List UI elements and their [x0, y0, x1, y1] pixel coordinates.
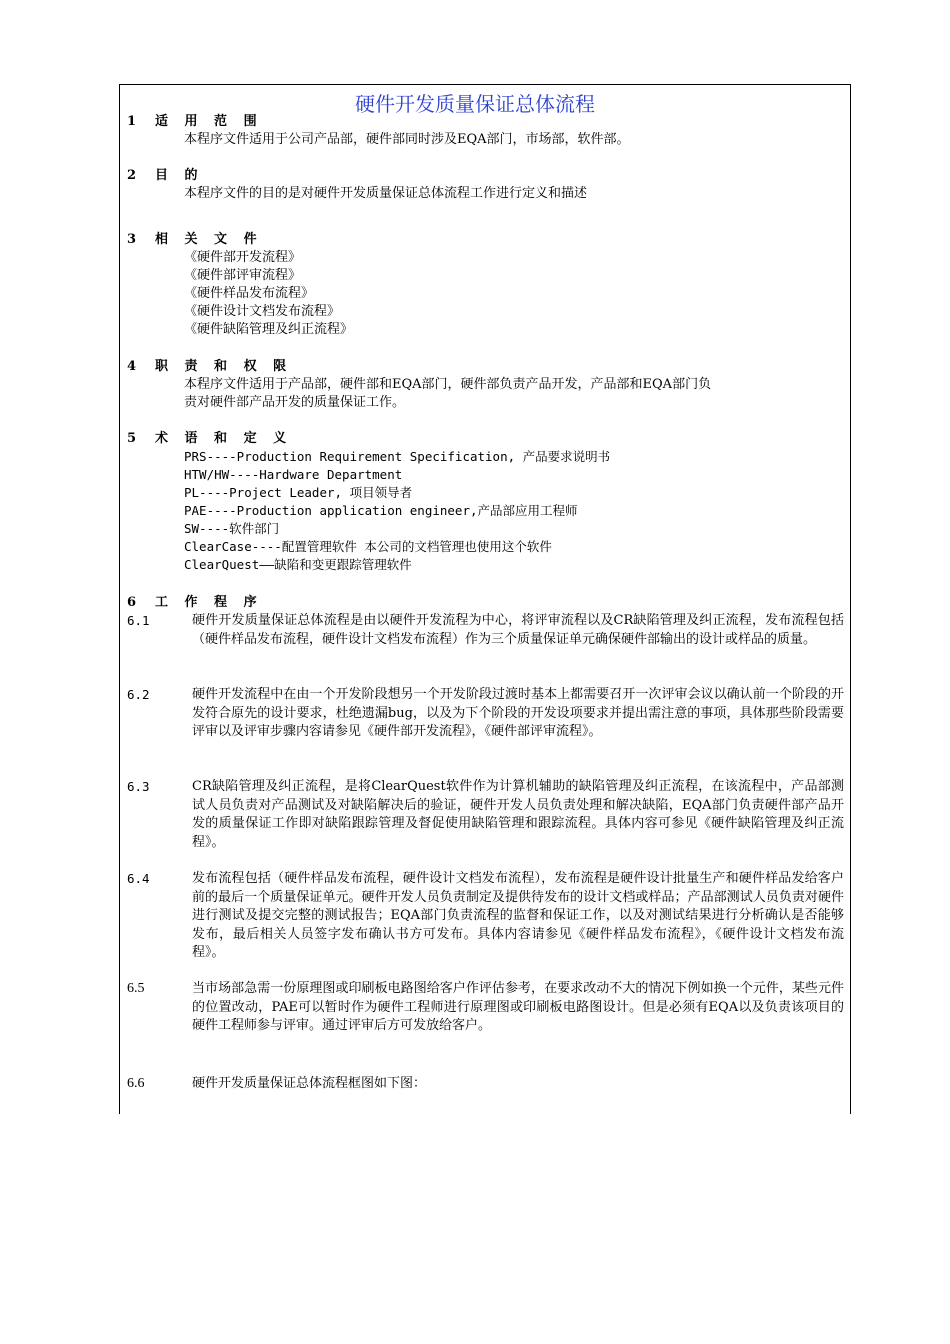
section-1-line: 本程序文件适用于公司产品部，硬件部同时涉及EQA部门，市场部，软件部。: [184, 132, 630, 147]
section-4-line: 本程序文件适用于产品部，硬件部和EQA部门，硬件部负责产品开发，产品部和EQA部门负: [184, 377, 712, 392]
procedure-text: 硬件开发质量保证总体流程框图如下图：: [192, 1076, 427, 1091]
section-4-line: 责对硬件部产品开发的质量保证工作。: [184, 395, 406, 410]
section-1-heading: 适 用 范 围: [155, 114, 263, 129]
section-5-number: 5: [127, 431, 137, 446]
section-6-number: 6: [127, 595, 137, 610]
term-definition: HTW/HW----Hardware Department: [184, 467, 403, 482]
section-3-number: 3: [127, 232, 137, 247]
procedure-number: 6.3: [127, 779, 150, 794]
term-definition: ClearQuest——缺陷和变更跟踪管理软件: [184, 557, 412, 572]
procedure-number: 6.4: [127, 871, 150, 886]
section-2-line: 本程序文件的目的是对硬件开发质量保证总体流程工作进行定义和描述: [184, 186, 588, 201]
procedure-number: 6.1: [127, 613, 150, 628]
procedure-text: 当市场部急需一份原理图或印刷板电路图给客户作评估参考，在要求改动不大的情况下例如换一个元件，某些元件的位置改动，PAE可以暂时作为硬件工程师进行原理图或印刷板电路图设计。但是必须有EQA以及负责该项目的硬件工程师参与评审。通过评审后方可发放给客户。: [192, 981, 844, 1033]
section-6-heading: 工 作 程 序: [155, 595, 263, 610]
term-definition: ClearCase----配置管理软件 本公司的文档管理也使用这个软件: [184, 539, 552, 554]
term-definition: PRS----Production Requirement Specification, 产品要求说明书: [184, 449, 611, 464]
procedure-text: 硬件开发质量保证总体流程是由以硬件开发流程为中心，将评审流程以及CR缺陷管理及纠正流程，发布流程包括（硬件样品发布流程，硬件设计文档发布流程）作为三个质量保证单元确保硬件部输出的设计或样品的质量。: [192, 613, 844, 647]
term-definition: PAE----Production application engineer,产品部应用工程师: [184, 503, 578, 518]
procedure-number: 6.5: [127, 981, 145, 996]
related-doc: 《硬件缺陷管理及纠正流程》: [184, 322, 354, 337]
related-doc: 《硬件部开发流程》: [184, 250, 302, 265]
procedure-number: 6.6: [127, 1076, 145, 1091]
procedure-text: 发布流程包括（硬件样品发布流程，硬件设计文档发布流程），发布流程是硬件设计批量生产和硬件样品发给客户前的最后一个质量保证单元。硬件开发人员负责制定及提供待发布的设计文档或样品；产品部测试人员负责对硬件进行测试及提交完整的测试报告；EQA部门负责流程的监督和保证工作，以及对测试结果进行分析确认是否能够发布，最后相关人员签字发布确认书方可发布。具体内容请参见《硬件样品发布流程》，《硬件设计文档发布流程》。: [192, 871, 844, 960]
section-2-heading: 目 的: [155, 168, 204, 183]
section-4-number: 4: [127, 359, 137, 374]
section-3-heading: 相 关 文 件: [155, 232, 263, 247]
section-5-heading: 术 语 和 定 义: [155, 431, 293, 446]
section-2-number: 2: [127, 168, 137, 183]
related-doc: 《硬件部评审流程》: [184, 268, 302, 283]
document-title: 硬件开发质量保证总体流程: [355, 92, 595, 116]
term-definition: PL----Project Leader, 项目领导者: [184, 485, 413, 500]
procedure-text: CR缺陷管理及纠正流程，是将ClearQuest软件作为计算机辅助的缺陷管理及纠正流程，在该流程中，产品部测试人员负责对产品测试及对缺陷解决后的验证，硬件开发人员负责处理和解决缺陷，EQA部门负责硬件部产品开发的质量保证工作即对缺陷跟踪管理及督促使用缺陷管理和跟踪流程。具体内容可参见《硬件缺陷管理及纠正流程》。: [192, 779, 844, 850]
procedure-number: 6.2: [127, 687, 150, 702]
related-doc: 《硬件样品发布流程》: [184, 286, 315, 301]
term-definition: SW----软件部门: [184, 521, 280, 536]
section-4-heading: 职 责 和 权 限: [155, 359, 293, 374]
section-1-number: 1: [127, 114, 137, 129]
procedure-text: 硬件开发流程中在由一个开发阶段想另一个开发阶段过渡时基本上都需要召开一次评审会议以确认前一个阶段的开发符合原先的设计要求，杜绝遗漏bug，以及为下个阶段的开发设项要求并提出需注意的事项，具体那些阶段需要评审以及评审步骤内容请参见《硬件部开发流程》，《硬件部评审流程》。: [192, 687, 844, 739]
related-doc: 《硬件设计文档发布流程》: [184, 304, 341, 319]
